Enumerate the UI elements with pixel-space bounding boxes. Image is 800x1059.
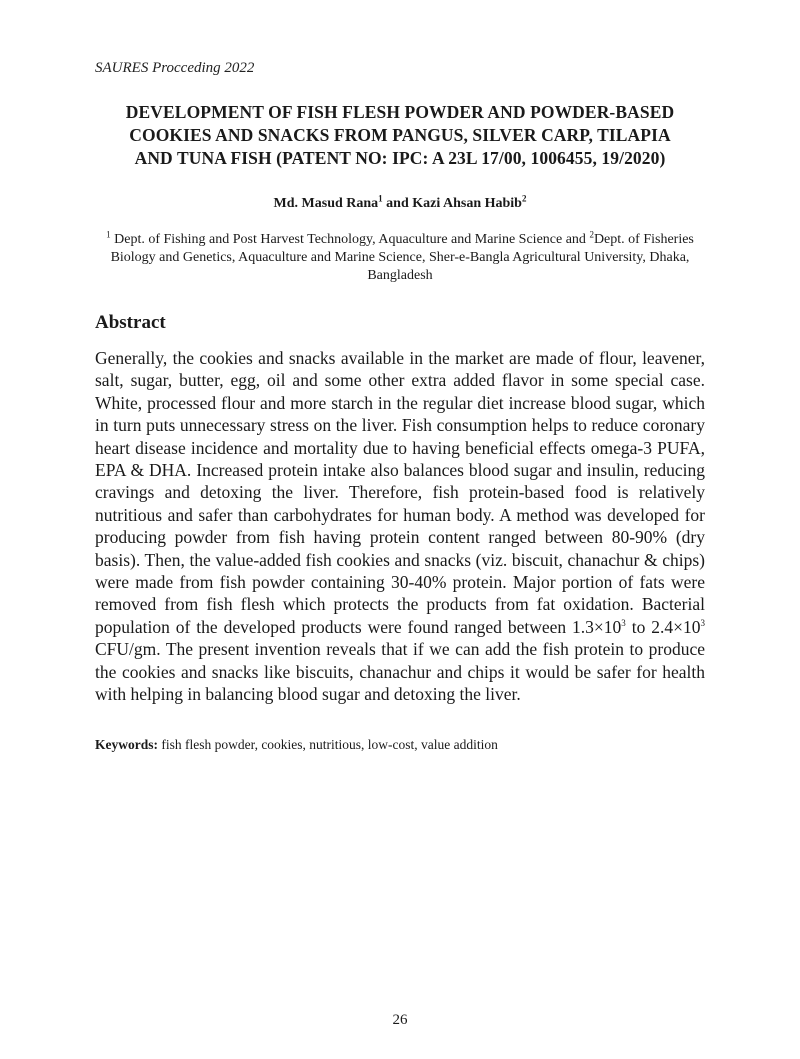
author-affiliation-marker: 1 — [378, 193, 383, 204]
affiliation-text: Dept. of Fisheries Biology and Genetics, Aquaculture and Marine Science, Sher-e-Bangla Agricultural University, Dhaka, Bangladesh — [110, 232, 694, 283]
keywords-list: fish flesh powder, cookies, nutritious, low-cost, value addition — [158, 737, 498, 752]
author-affiliation-marker: 2 — [521, 193, 527, 204]
author-list — [95, 193, 705, 212]
author-name: Kazi Ahsan Habib — [412, 196, 522, 211]
running-header: SAURES Procceding 2022 — [95, 60, 255, 76]
affiliation-marker: 2 — [589, 229, 594, 240]
keywords — [95, 737, 705, 753]
keywords-label: Keywords: — [95, 737, 158, 752]
page-number: 26 — [392, 1012, 408, 1028]
abstract-text: to 2.4×10 — [625, 616, 701, 637]
affiliation-marker: 1 — [106, 229, 111, 240]
author-joiner: and — [382, 196, 413, 211]
author-name: Md. Masud Rana — [273, 196, 379, 211]
abstract-text: Generally, the cookies and snacks available in the market are made of flour, leavener, salt, sugar, butter, egg, oil and some other extra added flavor in some special case. White, processed flour and more starch in the regular diet increase blood sugar, which in turn puts unnecessary stress on the liver. Fish consumption helps to reduce coronary heart disease incidence and mortality due to having beneficial effects omega-3 PUFA, EPA & DHA. Increased protein intake also balances blood sugar and insulin, reducing cravings and detoxing the liver. Therefore, fish protein-based food is relatively nutritious and safer than carbohydrates for human body. A method was developed for producing powder from fish having protein content ranged between 80-90% (dry basis). Then, the value-added fish cookies and snacks (viz. biscuit, chanachur & chips) were made from fish powder containing 30-40% protein. Major portion of fats were removed from fish flesh which protects the products from fat oxidation. Bacterial population of the developed products were found ranged between 1.3×10 — [95, 348, 705, 637]
paper-title — [95, 101, 705, 170]
affiliation-text: Dept. of Fishing and Post Harvest Technology, Aquaculture and Marine Science and — [110, 232, 590, 247]
title-line-2: COOKIES AND SNACKS FROM PANGUS, SILVER CARP, TILAPIA — [129, 125, 671, 145]
title-line-3: AND TUNA FISH (PATENT NO: IPC: A 23L 17/00, 1006455, 19/2020) — [134, 148, 666, 168]
exponent: 3 — [621, 618, 626, 629]
title-line-1: DEVELOPMENT OF FISH FLESH POWDER AND POWDER-BASED — [125, 102, 675, 122]
affiliations — [95, 231, 705, 285]
abstract-text: CFU/gm. The present invention reveals that if we can add the fish protein to produce the cookies and snacks like biscuits, chanachur and chips it would be safer for health with helping in balancing blood sugar and detoxing the liver. — [95, 639, 705, 705]
exponent: 3 — [700, 618, 705, 629]
abstract-paragraph — [95, 347, 705, 706]
abstract-heading: Abstract — [95, 312, 166, 333]
